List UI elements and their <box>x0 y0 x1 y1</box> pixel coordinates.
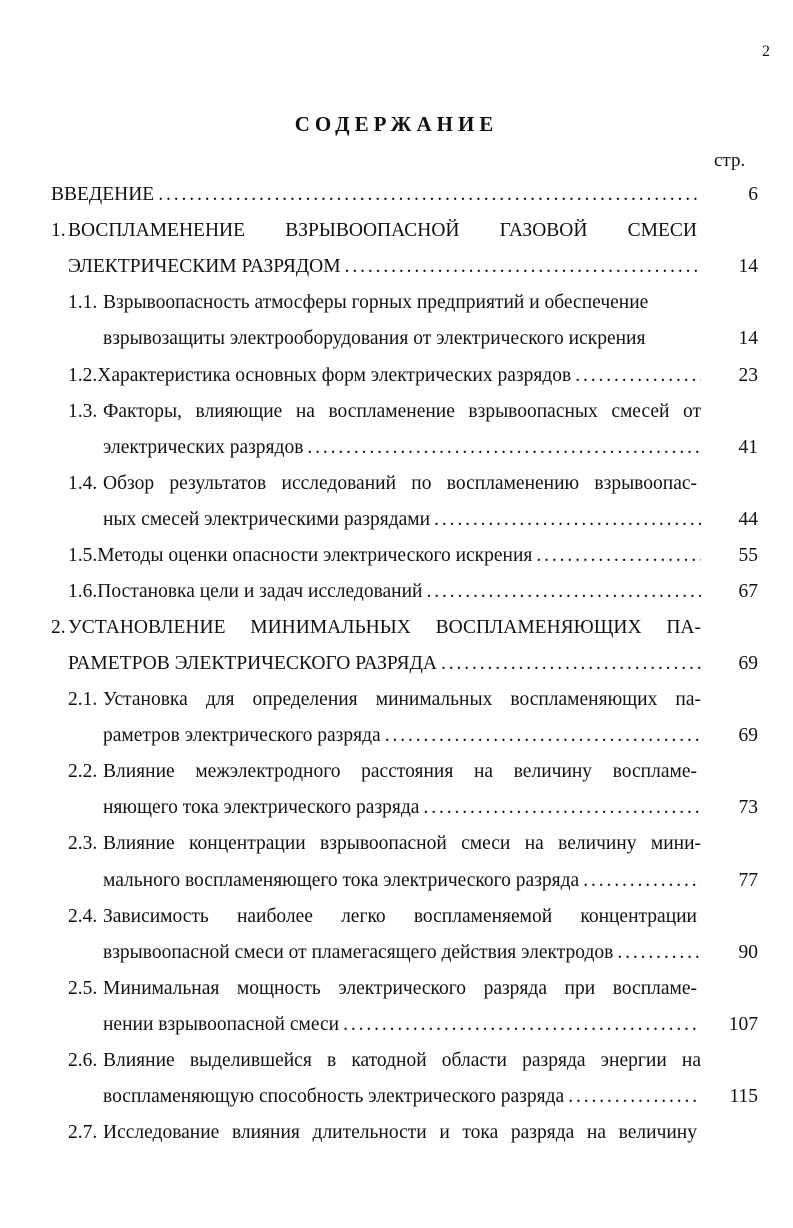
dot-leader <box>426 580 701 604</box>
toc-entry-title-cont: ных смесей электрическими разрядами <box>103 509 431 530</box>
toc-entry-1-cont <box>68 255 701 279</box>
toc-entry-2 <box>51 616 701 640</box>
toc-entry-title-cont: мального воспламеняющего тока электрического разряда <box>103 870 580 891</box>
toc-page-number: 23 <box>738 365 758 386</box>
toc-entry-title: Минимальная мощность электрического разряда при воспламе- <box>103 978 697 999</box>
toc-entry-number: 1. <box>51 220 66 241</box>
toc-entry-title: Методы оценки опасности электрического искрения <box>97 545 533 566</box>
dot-leader <box>423 796 701 820</box>
toc-entry-1-2 <box>68 364 701 388</box>
toc-entry-number: 1.2. <box>68 365 98 386</box>
toc-entry-title: ВВЕДЕНИЕ <box>51 184 155 205</box>
toc-entry-title: Зависимость наиболее легко воспламеняемой концентрации <box>103 906 697 927</box>
dot-leader <box>343 1013 701 1037</box>
toc-entry-2-3 <box>68 832 701 856</box>
toc-entry-1-3-cont <box>103 436 701 460</box>
toc-page-number: 69 <box>738 725 758 746</box>
toc-entry-1-4 <box>68 472 697 496</box>
dot-leader <box>575 364 701 388</box>
toc-entry-title-cont: электрических разрядов <box>103 437 304 458</box>
dot-leader <box>568 1085 701 1109</box>
toc-entry-title: УСТАНОВЛЕНИЕ МИНИМАЛЬНЫХ ВОСПЛАМЕНЯЮЩИХ ПА- <box>68 617 701 638</box>
toc-page-number: 107 <box>728 1014 758 1035</box>
toc-page-number: 14 <box>738 256 758 277</box>
toc-entry-title-cont: воспламеняющую способность электрического разряда <box>103 1086 565 1107</box>
toc-page-number: 69 <box>738 653 758 674</box>
toc-entry-2-1-cont <box>103 724 701 748</box>
toc-entry-1 <box>51 219 697 243</box>
toc-entry-1-6 <box>68 580 701 604</box>
toc-entry-number: 1.3. <box>68 401 98 422</box>
toc-entry-title-cont: РАМЕТРОВ ЭЛЕКТРИЧЕСКОГО РАЗРЯДА <box>68 653 437 674</box>
toc-entry-number: 1.6. <box>68 581 98 602</box>
toc-entry-title: Исследование влияния длительности и тока разряда на величину <box>103 1122 697 1143</box>
toc-entry-2-cont <box>68 652 701 676</box>
toc-entry-title: Характеристика основных форм электрических разрядов <box>97 365 572 386</box>
toc-entry-number: 2. <box>51 617 66 638</box>
toc-page-number: 14 <box>738 328 758 349</box>
dot-leader <box>385 724 701 748</box>
toc-entry-2-2-cont <box>103 796 701 820</box>
toc-page-number: 67 <box>738 581 758 602</box>
toc-entry-number: 1.5. <box>68 545 98 566</box>
toc-entry-title: Обзор результатов исследований по воспламенению взрывоопас- <box>103 473 697 494</box>
dot-leader <box>307 436 701 460</box>
toc-page-number: 90 <box>738 942 758 963</box>
toc-page-number: 73 <box>738 797 758 818</box>
toc-entry-2-2 <box>68 760 697 784</box>
dot-leader <box>536 544 701 568</box>
toc-page-number: 41 <box>738 437 758 458</box>
toc-entry-2-4 <box>68 905 697 929</box>
toc-entry-title: Влияние концентрации взрывоопасной смеси на величину мини- <box>103 833 701 854</box>
toc-entry-title: Установка для определения минимальных воспламеняющих па- <box>103 689 701 710</box>
page-number: 2 <box>762 43 770 60</box>
toc-entry-2-6-cont <box>103 1085 701 1109</box>
toc-page-number: 77 <box>738 870 758 891</box>
toc-entry-title: Влияние межэлектродного расстояния на величину воспламе- <box>103 761 697 782</box>
toc-entry-title-cont: няющего тока электрического разряда <box>103 797 420 818</box>
dot-leader <box>434 508 701 532</box>
toc-entry-title-cont: раметров электрического разряда <box>103 725 381 746</box>
toc-page-number: 55 <box>738 545 758 566</box>
toc-entry-2-6 <box>68 1049 701 1073</box>
toc-entry-2-7 <box>68 1121 697 1145</box>
page-title: СОДЕРЖАНИЕ <box>294 112 499 136</box>
dot-leader <box>158 183 701 207</box>
toc-entry-1-1-cont <box>103 327 697 351</box>
toc-entry-title-cont: нении взрывоопасной смеси <box>103 1014 340 1035</box>
toc-entry-number: 2.2. <box>68 761 98 782</box>
toc-page-number: 44 <box>738 509 758 530</box>
toc-page-number: 6 <box>748 184 758 205</box>
toc-entry-title: Взрывоопасность атмосферы горных предприятий и обеспечение <box>103 292 649 313</box>
toc-entry-title-cont: взрывозащиты электрооборудования от электрического искрения <box>103 328 646 349</box>
toc-entry-number: 1.4. <box>68 473 98 494</box>
dot-leader <box>441 652 701 676</box>
toc-entry-title: Влияние выделившейся в катодной области разряда энергии на <box>103 1050 701 1071</box>
toc-entry-number: 2.4. <box>68 906 98 927</box>
toc-entry-title: Факторы, влияющие на воспламенение взрывоопасных смесей от <box>103 401 701 422</box>
pages-column-label: стр. <box>714 150 746 171</box>
toc-entry-intro <box>51 183 701 207</box>
toc-entry-title-cont: ЭЛЕКТРИЧЕСКИМ РАЗРЯДОМ <box>68 256 341 277</box>
toc-entry-1-3 <box>68 400 701 424</box>
toc-entry-2-5-cont <box>103 1013 701 1037</box>
dot-leader <box>583 869 701 893</box>
toc-entry-2-4-cont <box>103 941 701 965</box>
toc-entry-2-3-cont <box>103 869 701 893</box>
toc-page-number: 115 <box>729 1086 758 1107</box>
toc-entry-1-1 <box>68 291 697 315</box>
toc-entry-2-5 <box>68 977 697 1001</box>
toc-entry-title-cont: взрывоопасной смеси от пламегасящего действия электродов <box>103 942 614 963</box>
dot-leader <box>345 255 701 279</box>
toc-entry-1-4-cont <box>103 508 701 532</box>
toc-entry-title: ВОСПЛАМЕНЕНИЕ ВЗРЫВООПАСНОЙ ГАЗОВОЙ СМЕСИ <box>68 220 697 241</box>
toc-entry-number: 2.5. <box>68 978 98 999</box>
toc-entry-number: 2.1. <box>68 689 98 710</box>
toc-entry-number: 1.1. <box>68 292 98 313</box>
toc-entry-number: 2.6. <box>68 1050 98 1071</box>
toc-entry-2-1 <box>68 688 701 712</box>
toc-entry-number: 2.3. <box>68 833 98 854</box>
toc-entry-number: 2.7. <box>68 1122 98 1143</box>
toc-entry-1-5 <box>68 544 701 568</box>
toc-entry-title: Постановка цели и задач исследований <box>97 581 423 602</box>
dot-leader <box>617 941 701 965</box>
